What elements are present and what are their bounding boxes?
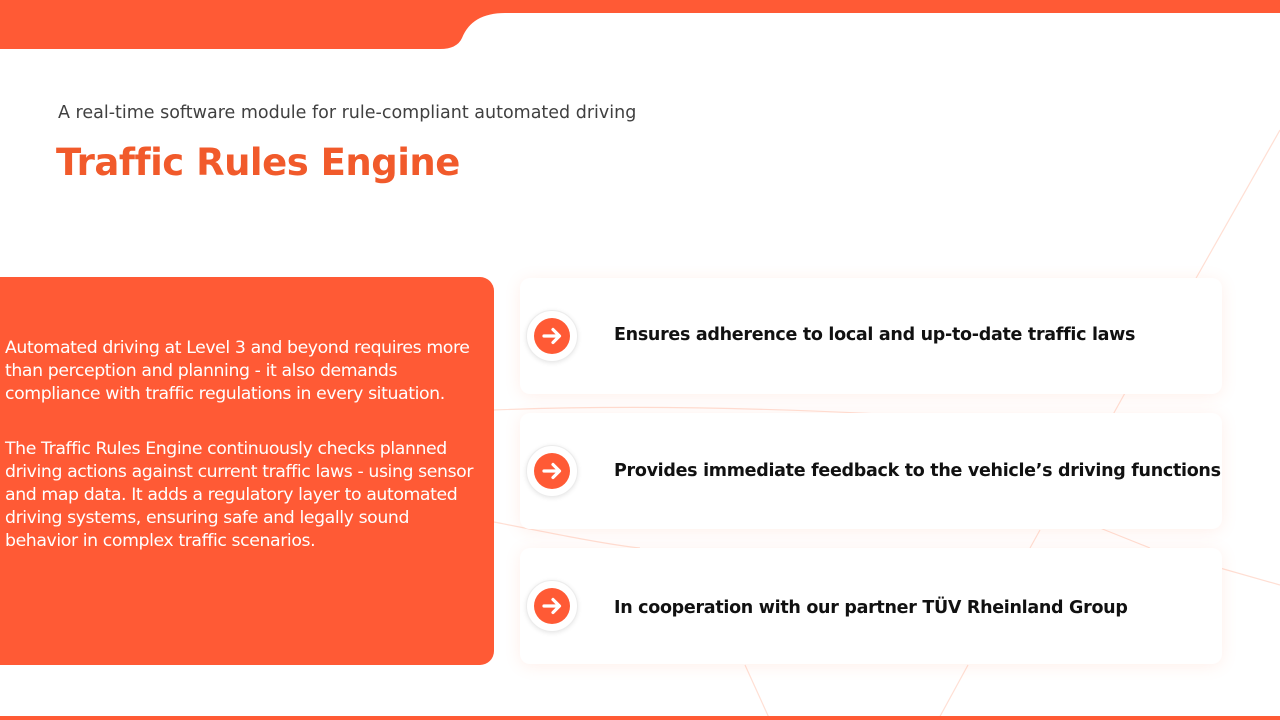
arrow-right-circle-icon (526, 445, 578, 497)
top-accent-band (0, 0, 1280, 50)
intro-panel (0, 277, 494, 665)
feature-card-traffic-laws (520, 278, 1222, 394)
slide-title: Traffic Rules Engine (56, 141, 460, 184)
arrow-right-circle-icon (526, 580, 578, 632)
feature-text: In cooperation with our partner TÜV Rheinland Group (614, 598, 1128, 618)
feature-card-partner (520, 548, 1222, 664)
intro-paragraph-2: The Traffic Rules Engine continuously checks planned driving actions against current traffic laws - using sensor and map data. It adds a regulatory layer to automated driving systems, ensuring safe and legally sound behavior in complex traffic scenarios. (5, 439, 474, 551)
slide-subtitle: A real-time software module for rule-compliant automated driving (58, 103, 637, 123)
feature-text: Provides immediate feedback to the vehicle’s driving functions (614, 461, 1221, 481)
bottom-accent-line (0, 716, 1280, 720)
intro-paragraph-1: Automated driving at Level 3 and beyond requires more than perception and planning - it also demands compliance with traffic regulations in every situation. (5, 338, 470, 404)
arrow-right-circle-icon (526, 310, 578, 362)
feature-card-feedback (520, 413, 1222, 529)
feature-text: Ensures adherence to local and up-to-date traffic laws (614, 325, 1136, 345)
